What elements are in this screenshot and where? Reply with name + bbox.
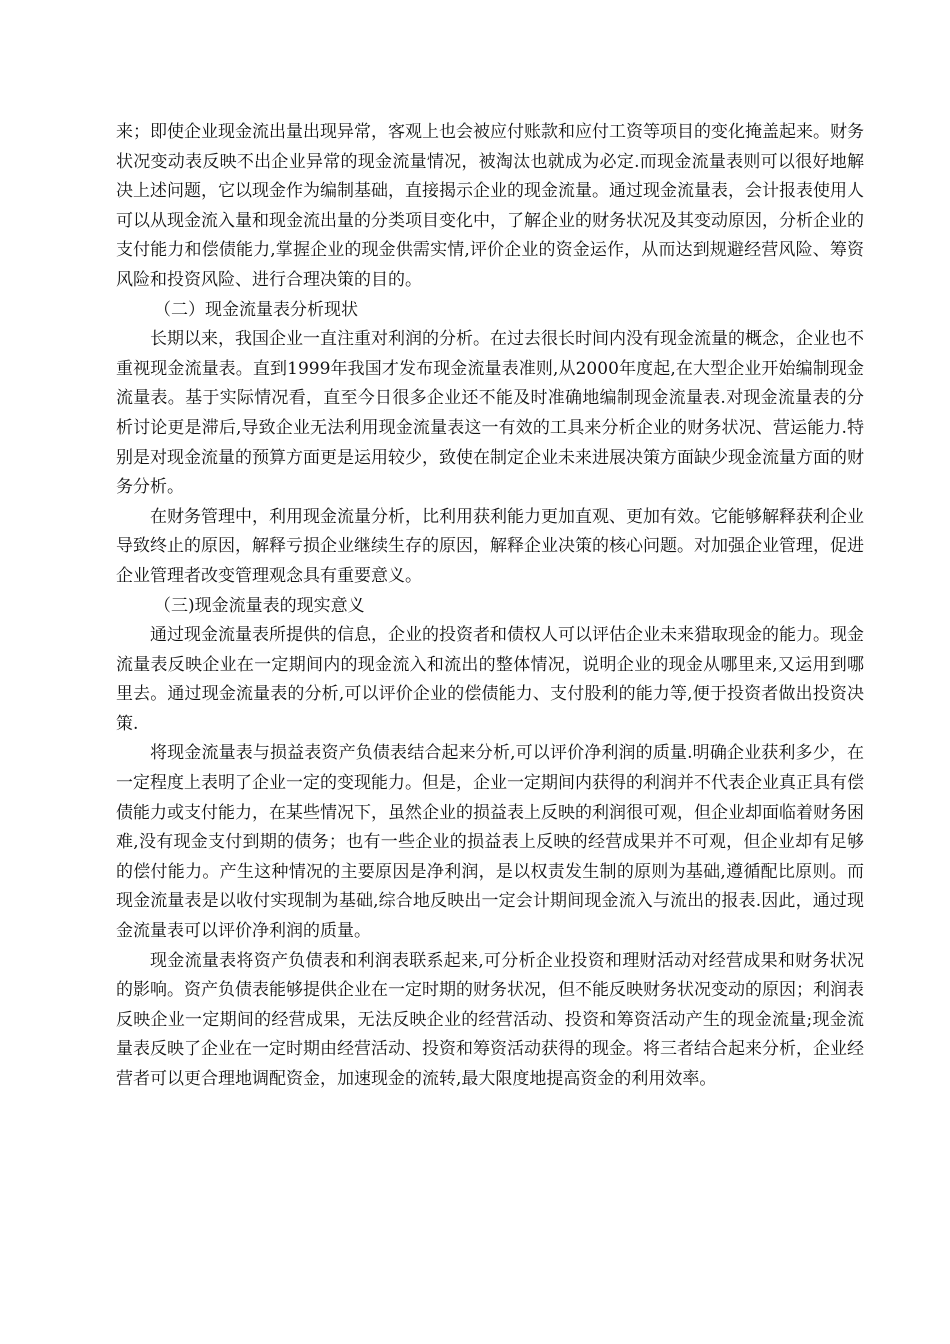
section-heading: （二）现金流量表分析现状 (154, 299, 358, 320)
paragraph: 将现金流量表与损益表资产负债表结合起来分析,可以评价净利润的质量.明确企业获利多少，在一定程度上表明了企业一定的变现能力。但是，企业一定期间内获得的利润并不代表企业真正具有偿债能力或支付能力，在某些情况下，虽然企业的损益表上反映的利润很可观，但企业却面临着财务困难,没有现金支付到期的债务；也有一些企业的损益表上反映的经营成果并不可观，但企业却有足够的偿付能力。产生这种情况的主要原因是净利润，是以权责发生制的原则为基础,遵循配比原则。而现金流量表是以收付实现制为基础,综合地反映出一定会计期间现金流入与流出的报表.因此，通过现金流量表可以评价净利润的质量。 (116, 743, 864, 942)
document-page (116, 118, 864, 1095)
paragraph: 通过现金流量表所提供的信息，企业的投资者和债权人可以评估企业未来猎取现金的能力。现金流量表反映企业在一定期间内的现金流入和流出的整体情况，说明企业的现金从哪里来,又运用到哪里去。通过现金流量表的分析,可以评价企业的偿债能力、支付股利的能力等,便于投资者做出投资决策. (116, 625, 864, 734)
paragraph: 现金流量表将资产负债表和利润表联系起来,可分析企业投资和理财活动对经营成果和财务状况的影响。资产负债表能够提供企业在一定时期的财务状况，但不能反映财务状况变动的原因；利润表反映企业一定期间的经营成果，无法反映企业的经营活动、投资和筹资活动产生的现金流量;现金流量表反映了企业在一定时期由经营活动、投资和筹资活动获得的现金。将三者结合起来分析，企业经营者可以更合理地调配资金，加速现金的流转,最大限度地提高资金的利用效率。 (116, 950, 864, 1089)
paragraph: 来；即使企业现金流出量出现异常，客观上也会被应付账款和应付工资等项目的变化掩盖起来。财务状况变动表反映不出企业异常的现金流量情况，被淘汰也就成为必定.而现金流量表则可以很好地解决上述问题，它以现金作为编制基础，直接揭示企业的现金流量。通过现金流量表，会计报表使用人可以从现金流入量和现金流出量的分类项目变化中，了解企业的财务状况及其变动原因，分析企业的支付能力和偿债能力,掌握企业的现金供需实情,评价企业的资金运作，从而达到规避经营风险、筹资风险和投资风险、进行合理决策的目的。 (116, 122, 864, 290)
section-heading: （三)现金流量表的现实意义 (154, 595, 365, 616)
paragraph: 在财务管理中，利用现金流量分析，比利用获利能力更加直观、更加有效。它能够解释获利企业导致终止的原因，解释亏损企业继续生存的原因，解释企业决策的核心问题。对加强企业管理，促进企业管理者改变管理观念具有重要意义。 (116, 506, 864, 586)
paragraph: 长期以来，我国企业一直注重对利润的分析。在过去很长时间内没有现金流量的概念，企业也不重视现金流量表。直到1999年我国才发布现金流量表准则,从2000年度起,在大型企业开始编制现金流量表。基于实际情况看，直至今日很多企业还不能及时准确地编制现金流量表.对现金流量表的分析讨论更是滞后,导致企业无法利用现金流量表这一有效的工具来分析企业的财务状况、营运能力.特别是对现金流量的预算方面更是运用较少，致使在制定企业未来进展决策方面缺少现金流量方面的财务分析。 (116, 329, 864, 498)
